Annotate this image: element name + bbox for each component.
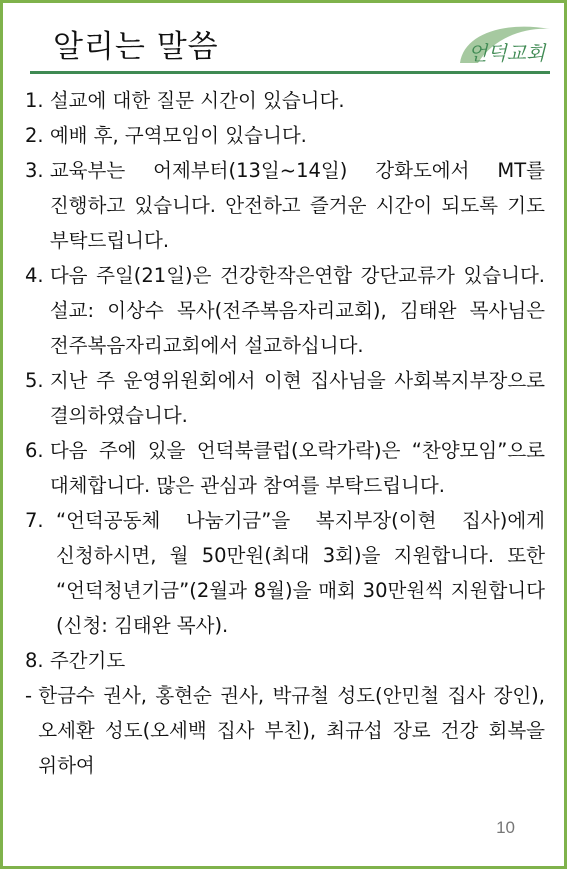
notice-number: 6. (25, 439, 50, 462)
notice-text: “언덕공동체 나눔기금”을 복지부장(이현 집사)에게 신청하시면, 월 50만원(최대 3회)을 지원합니다. 또한 “언덕청년기금”(2월과 8월)을 매회 30만원씩 지원합니다(신청: 김태완 목사). (56, 509, 545, 637)
notice-item-6 (25, 433, 545, 503)
notice-text: 지난 주 운영위원회에서 이현 집사님을 사회복지부장으로 결의하였습니다. (49, 369, 545, 427)
notice-number: 1. (25, 89, 50, 112)
notice-number: 5. (25, 369, 50, 392)
notice-text: 교육부는 어제부터(13일~14일) 강화도에서 MT를 진행하고 있습니다. 안전하고 즐거운 시간이 되도록 기도 부탁드립니다. (49, 159, 545, 252)
church-logo (454, 19, 556, 71)
notice-number: 8. (25, 649, 50, 672)
notice-item-5 (25, 363, 545, 433)
notice-text: 한금수 권사, 홍현순 권사, 박규철 성도(안민철 집사 장인), 오세환 성도(오세백 집사 부친), 최규섭 장로 건강 회복을 위하여 (38, 684, 545, 777)
notice-bullet: - (25, 684, 39, 707)
notice-number: 2. (25, 124, 50, 147)
notice-item-3 (25, 153, 545, 258)
notice-text: 다음 주에 있을 언덕북클럽(오락가락)은 “찬양모임”으로 대체합니다. 많은 관심과 참여를 부탁드립니다. (49, 439, 545, 497)
notice-text: 설교에 대한 질문 시간이 있습니다. (49, 89, 345, 112)
church-logo-mark (454, 19, 556, 71)
notice-item-1 (25, 83, 545, 118)
notice-text: 다음 주일(21일)은 건강한작은연합 강단교류가 있습니다. 설교: 이상수 목사(전주복음자리교회), 김태완 목사님은 전주복음자리교회에서 설교하십니다. (49, 264, 545, 357)
notice-item-4 (25, 258, 545, 363)
notice-item-2 (25, 118, 545, 153)
notice-text: 예배 후, 구역모임이 있습니다. (49, 124, 307, 147)
prayer-item (25, 678, 545, 783)
notice-number: 7. (25, 509, 57, 532)
notice-text: 주간기도 (49, 649, 126, 672)
page-title: 알리는 말씀 (53, 29, 219, 65)
church-logo-text: 언덕교회 (468, 41, 546, 65)
notice-item-8 (25, 643, 545, 678)
page-number: 10 (496, 818, 515, 837)
notice-number: 4. (25, 264, 50, 287)
notice-item-7 (25, 503, 545, 643)
page-header (3, 3, 564, 75)
notice-list (25, 83, 545, 783)
header-divider (30, 71, 550, 74)
notice-number: 3. (25, 159, 50, 182)
